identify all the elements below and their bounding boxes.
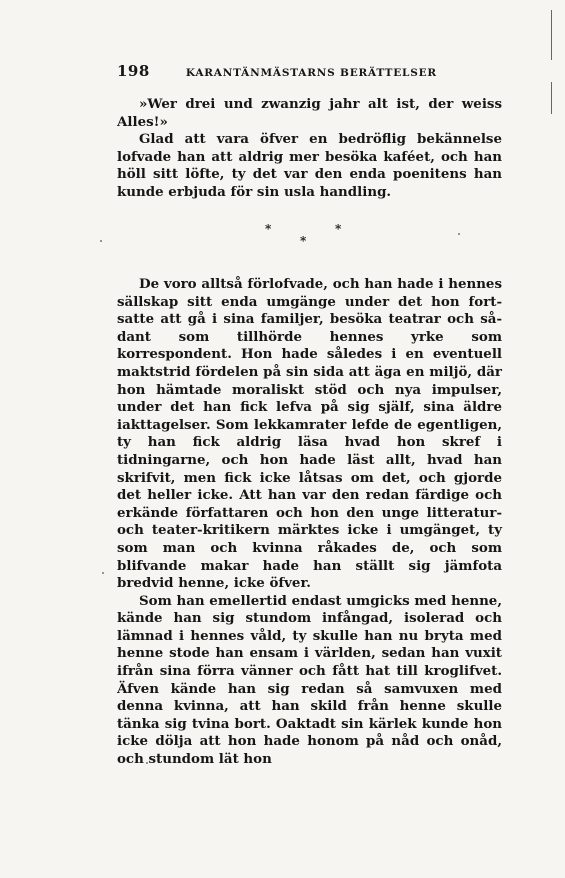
paragraph: Glad att vara öfver en bedröflig bekännelse lofvade han att aldrig mer besöka kaféet, och han höll sitt löfte, ty det var den enda poenitens han kunde erbjuda för sin usla handling.: [117, 131, 502, 200]
section-star: *: [300, 234, 307, 248]
running-head: KARANTÄNMÄSTARNS BERÄTTELSER: [185, 67, 437, 79]
paragraph: De voro alltså förlofvade, och han hade i hennes sällskap sitt enda umgänge under det hon fortsatte att gå i sina familjer, besöka teatrar och sådant som tillhörde hennes yrke som korrespondent. Hon hade således i en eventuell maktstrid fördelen på sin sida att äga en miljö, där hon hämtade moraliskt stöd och nya impulser, under det han fick lefva på sig själf, sina äldre iakttagelser. Som lekkamrater lefde de egentligen, ty han fick aldrig läsa hvad hon skref i tidningarne, och hon hade läst allt, hvad han skrifvit, men fick icke låtsas om det, och gjorde det heller icke. Att han var den redan färdige och erkände författaren och hon den unge litteratur- och teater-kritikern märktes icke i umgänget, ty som man och kvinna råkades de, och som blifvande makar hade han ställt sig jämfota bredvid henne, icke öfver.: [117, 276, 502, 592]
section-star: *: [265, 222, 272, 236]
margin-rule: [551, 10, 552, 60]
margin-rule: [551, 82, 552, 114]
paragraph: »Wer drei und zwanzig jahr alt ist, der weiss Alles!»: [117, 96, 502, 130]
print-speck: [458, 233, 460, 235]
section-star: *: [335, 222, 342, 236]
page-header: [117, 62, 502, 82]
print-speck: [102, 572, 104, 574]
print-speck: [100, 240, 102, 242]
section-break: [117, 222, 502, 252]
paragraph: Som han emellertid endast umgicks med henne, kände han sig stundom infångad, isolerad och lämnad i hennes våld, ty skulle han nu bryta med henne stode han ensam i världen, sedan han vuxit ifrån sina förra vänner och fått hat till kroglifvet. Äfven kände han sig redan så samvuxen med denna kvinna, att han skild från henne skulle tänka sig tvina bort. Oaktadt sin kärlek kunde hon icke dölja att hon hade honom på nåd och onåd, och stundom lät hon: [117, 592, 502, 768]
text-block-top: [117, 96, 502, 202]
page-number: 198: [117, 62, 150, 80]
text-block-main: [117, 276, 502, 769]
